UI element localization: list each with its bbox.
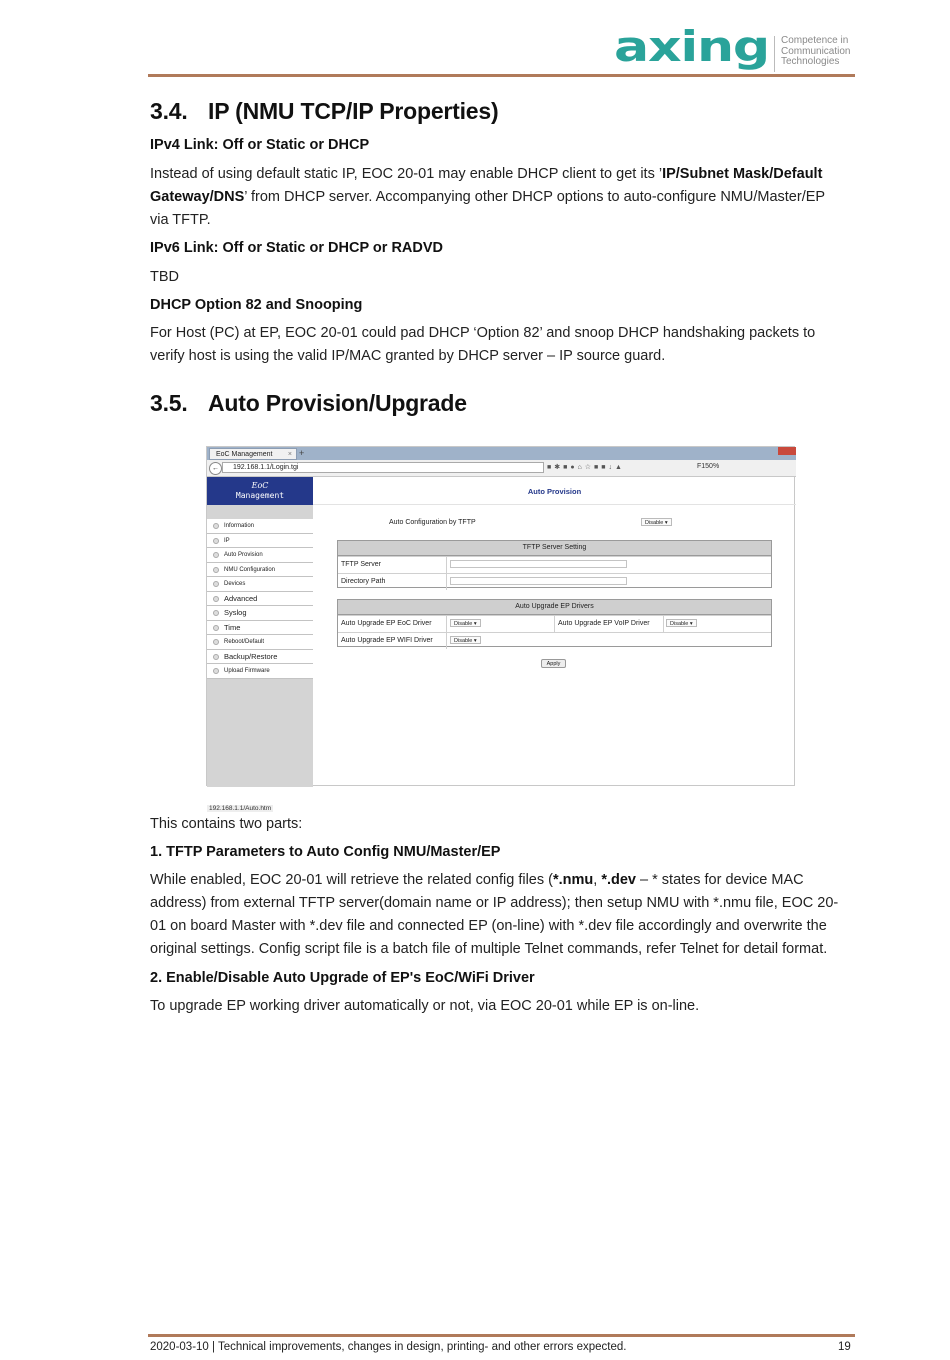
field-label: TFTP Server [341,561,381,568]
tagline-line: Technologies [781,56,840,67]
subheading-dhcp82: DHCP Option 82 and Snooping [150,297,363,313]
panel-title: TFTP Server Setting [338,541,771,556]
select-value: Disable [670,621,689,627]
divider [446,574,447,590]
sidebar-item-devices[interactable]: Devices [207,577,313,592]
section-title: IP (NMU TCP/IP Properties) [208,98,499,124]
paragraph-ipv6: TBD [150,269,179,285]
voip-driver-select[interactable]: Disable ▾ [666,619,697,627]
status-url: 192.168.1.1/Auto.htm [209,805,272,812]
auto-config-select[interactable]: Disable ▾ [641,518,672,526]
page-number: 19 [838,1341,851,1353]
embedded-screenshot [206,446,795,812]
subheading-ipv4: IPv4 Link: Off or Static or DHCP [150,137,370,153]
sidebar-item-nmu-configuration[interactable]: NMU Configuration [207,563,313,578]
text-run: While enabled, EOC 20-01 will retrieve the related config files ( [150,872,553,888]
section-heading-3-5 [150,390,467,417]
sidebar-item-reboot-default[interactable]: Reboot/Default [207,635,313,650]
sidebar-item-syslog[interactable]: Syslog [207,606,313,621]
directory-path-row [338,573,771,590]
divider [663,616,664,632]
bold-run: IP/Subnet Mask/Default Gateway/DNS [150,166,823,205]
browser-tab-bar [207,447,796,460]
zoom-level: F150% [697,463,720,470]
sidebar-item-upload-firmware[interactable]: Upload Firmware [207,664,313,679]
sidebar-item-backup-restore[interactable]: Backup/Restore [207,650,313,665]
field-label: Auto Upgrade EP EoC Driver [341,620,432,627]
wifi-driver-row [338,632,771,649]
page-title: Auto Provision [527,487,582,496]
section-number: 3.4. [150,98,188,124]
eoc-driver-select[interactable]: Disable ▾ [450,619,481,627]
text-run: , [593,872,602,888]
sidebar-item-ip[interactable]: IP [207,534,313,549]
footer-text: 2020-03-10 | Technical improvements, changes in design, printing- and other errors expected. [150,1341,627,1353]
directory-path-input[interactable] [450,577,627,585]
sidebar-title-line: Management [235,491,285,500]
bold-run: *.nmu [552,872,594,888]
sidebar-header [207,477,313,505]
paragraph-tftp [150,869,840,961]
header-rule [148,74,855,77]
window-close-icon[interactable] [778,447,796,455]
subheading-upgrade: 2. Enable/Disable Auto Upgrade of EP's EoC/WiFi Driver [150,970,535,986]
section-title: Auto Provision/Upgrade [208,390,467,416]
section-heading-3-4 [150,98,498,125]
sidebar-title-line: EoC [251,481,269,490]
tagline [774,36,861,72]
sidebar-item-auto-provision[interactable]: Auto Provision [207,548,313,563]
logo-text: axing [614,22,769,71]
auto-upgrade-panel [337,599,772,647]
footer-rule [148,1334,855,1337]
sidebar-menu [207,519,313,679]
text-run: ’ from DHCP server. Accompanying other DHCP options to auto-configure NMU/Master/EP via TFTP. [150,189,825,228]
close-icon[interactable]: × [287,451,292,458]
address-bar-row [207,460,796,477]
toolbar-icons[interactable]: ■✱■●⌂☆■■↓▲ [547,464,625,471]
subheading-ipv6: IPv6 Link: Off or Static or DHCP or RADVD [150,240,443,256]
text-run: Instead of using default static IP, EOC 20-01 may enable DHCP client to get its ’ [150,166,663,182]
divider [446,557,447,573]
eoc-voip-driver-row [338,615,771,632]
apply-button[interactable]: Apply [541,659,566,668]
bold-run: *.dev [601,872,636,888]
field-label: Auto Upgrade EP VoIP Driver [558,620,650,627]
axing-logo [614,22,774,74]
tagline-line: Competence in [781,35,849,46]
tab-title: EoC Management [216,451,273,458]
tftp-server-panel [337,540,772,588]
sidebar-item-information[interactable]: Information [207,519,313,534]
url-field[interactable]: 192.168.1.1/Login.tgi [222,462,544,473]
wifi-driver-select[interactable]: Disable ▾ [450,636,481,644]
subheading-tftp: 1. TFTP Parameters to Auto Config NMU/Master/EP [150,844,501,860]
back-arrow-icon[interactable]: ← [209,462,222,475]
sidebar-item-advanced[interactable]: Advanced [207,592,313,607]
paragraph-ipv4 [150,163,840,232]
paragraph-dhcp82: For Host (PC) at EP, EOC 20-01 could pad DHCP ‘Option 82’ and snoop DHCP handshaking packets to verify host is using the valid IP/MAC granted by DHCP server – IP source guard. [150,325,816,364]
tagline-line: Communication [781,45,851,57]
paragraph-upgrade: To upgrade EP working driver automatically or not, via EOC 20-01 while EP is on-line. [150,998,700,1014]
sidebar-item-time[interactable]: Time [207,621,313,636]
browser-tab[interactable] [209,448,297,460]
new-tab-icon[interactable]: + [299,448,305,458]
divider [446,633,447,649]
section-number: 3.5. [150,390,188,416]
nav-sidebar [207,477,313,812]
select-value: Disable [645,520,664,526]
tftp-server-row [338,556,771,573]
title-divider [313,504,796,505]
panel-title: Auto Upgrade EP Drivers [338,600,771,615]
auto-config-label: Auto Configuration by TFTP [389,519,476,526]
divider [446,616,447,632]
select-value: Disable [454,621,473,627]
select-value: Disable [454,638,473,644]
field-label: Directory Path [341,578,386,585]
paragraph-intro: This contains two parts: [150,816,303,832]
divider [554,616,555,632]
tftp-server-input[interactable] [450,560,627,568]
field-label: Auto Upgrade EP WIFI Driver [341,637,433,644]
text-run: – * states for device MAC address) from external TFTP server(domain name or IP address); then setup NMU with *.nmu file, EOC 20-01 on board Master with *.dev file and connected EP (on-line) with *.dev file accordingly and overwrite the original settings. Config script file is a batch file of multiple Telnet commands, refer Telnet for detail format. [150,872,839,957]
